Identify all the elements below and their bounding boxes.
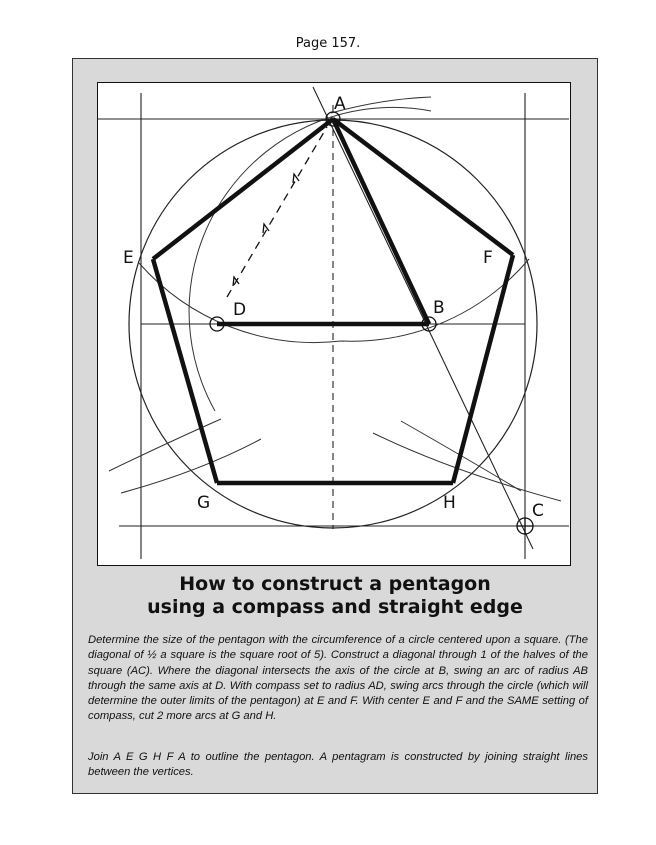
label-b: B bbox=[433, 298, 445, 318]
label-c: C bbox=[532, 501, 544, 521]
label-e: E bbox=[123, 248, 134, 268]
title-line-1: How to construct a pentagon bbox=[179, 573, 491, 595]
pentagon-construction-diagram bbox=[97, 82, 571, 566]
segment-ab bbox=[333, 119, 429, 324]
pentagon-edge-fa bbox=[333, 119, 513, 255]
page-number: Page 157. bbox=[295, 36, 361, 51]
label-a: A bbox=[334, 94, 346, 114]
label-f: F bbox=[483, 248, 493, 268]
pentagon-edge-eg bbox=[153, 259, 217, 483]
pentagon-edge-hf bbox=[453, 255, 513, 483]
label-g: G bbox=[197, 493, 211, 513]
pentagram-paragraph: Join A E G H F A to outline the pentagon. A pentagram is constructed by joining straight lines between the vertices. bbox=[88, 751, 588, 779]
diagonal-ac bbox=[313, 87, 533, 549]
instructions-paragraph: Determine the size of the pentagon with the circumference of a circle centered upon a square. (The diagonal of ½ a square is the square root of 5). Construct a diagonal through 1 of the halves of the square (AC). Where the diagonal intersects the axis of the circle at B, swing an arc of radius AB through the same axis at D. With compass set to radius AD, swing arcs through the circle (which will determine the outer limits of the pentagon) at E and F. With center E and F and the SAME setting of compass, cut 2 more arcs at G and H. bbox=[88, 634, 588, 723]
arc-top-right bbox=[331, 97, 431, 113]
label-h: H bbox=[443, 493, 456, 513]
dashed-arrow-da bbox=[227, 127, 327, 297]
arc-from-a-left bbox=[139, 259, 529, 343]
label-d: D bbox=[233, 300, 247, 320]
arc-from-f-lower bbox=[373, 433, 561, 501]
title-line-2: using a compass and straight edge bbox=[147, 596, 523, 618]
